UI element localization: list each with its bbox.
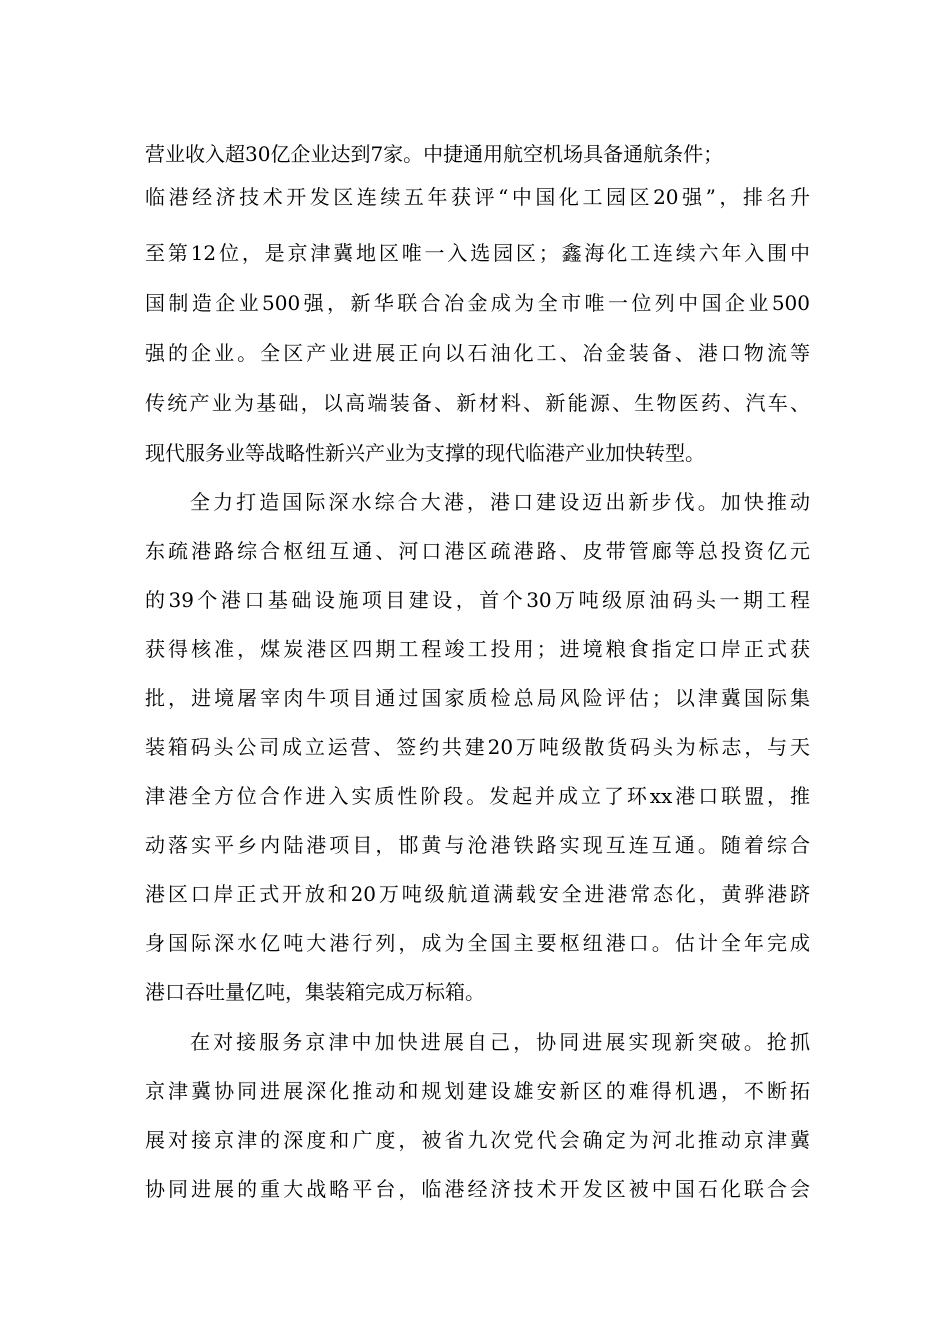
paragraph-first-line: 全力打造国际深水综合大港，港口建设迈出新步伐。加快推动 (190, 490, 810, 514)
text-line: 传统产业为基础，以高端装备、新材料、新能源、生物医药、汽车、 (145, 391, 810, 415)
text-line: 港口吞吐量亿吨，集装箱完成万标箱。 (145, 980, 485, 1004)
paragraph-first-line: 在对接服务京津中加快进展自己，协同进展实现新突破。抢抓 (190, 1030, 810, 1054)
text-line: 动落实平乡内陆港项目，邯黄与沧港铁路实现互连互通。随着综合 (145, 833, 810, 857)
text-line: 强的企业。全区产业进展正向以石油化工、冶金装备、港口物流等 (145, 341, 810, 365)
text-line: 装箱码头公司成立运营、签约共建20万吨级散货码头为标志，与天 (145, 735, 810, 759)
text-line: 临港经济技术开发区连续五年获评“中国化工园区20强”，排名升 (145, 185, 810, 209)
text-line: 营业收入超30亿企业达到7家。中捷通用航空机场具备通航条件； (145, 142, 724, 166)
text-line: 获得核准，煤炭港区四期工程竣工投用；进境粮食指定口岸正式获 (145, 637, 810, 661)
text-line: 现代服务业等战略性新兴产业为支撑的现代临港产业加快转型。 (145, 441, 705, 465)
text-line: 至第12位，是京津冀地区唯一入选园区；鑫海化工连续六年入围中 (145, 241, 810, 265)
text-line: 展对接京津的深度和广度，被省九次党代会确定为河北推动京津冀 (145, 1128, 810, 1152)
text-line: 协同进展的重大战略平台，临港经济技术开发区被中国石化联合会 (145, 1177, 810, 1201)
text-line: 京津冀协同进展深化推动和规划建设雄安新区的难得机遇，不断拓 (145, 1079, 810, 1103)
text-line: 批，进境屠宰肉牛项目通过国家质检总局风险评估；以津冀国际集 (145, 686, 810, 710)
text-line: 东疏港路综合枢纽互通、河口港区疏港路、皮带管廊等总投资亿元 (145, 539, 810, 563)
text-line: 港区口岸正式开放和20万吨级航道满载安全进港常态化，黄骅港跻 (145, 882, 810, 906)
text-line: 身国际深水亿吨大港行列，成为全国主要枢纽港口。估计全年完成 (145, 931, 810, 955)
text-line: 津港全方位合作进入实质性阶段。发起并成立了环xx港口联盟，推 (145, 784, 810, 808)
text-line: 的39个港口基础设施项目建设，首个30万吨级原油码头一期工程 (145, 588, 810, 612)
text-line: 国制造企业500强，新华联合冶金成为全市唯一位列中国企业500 (145, 291, 810, 315)
